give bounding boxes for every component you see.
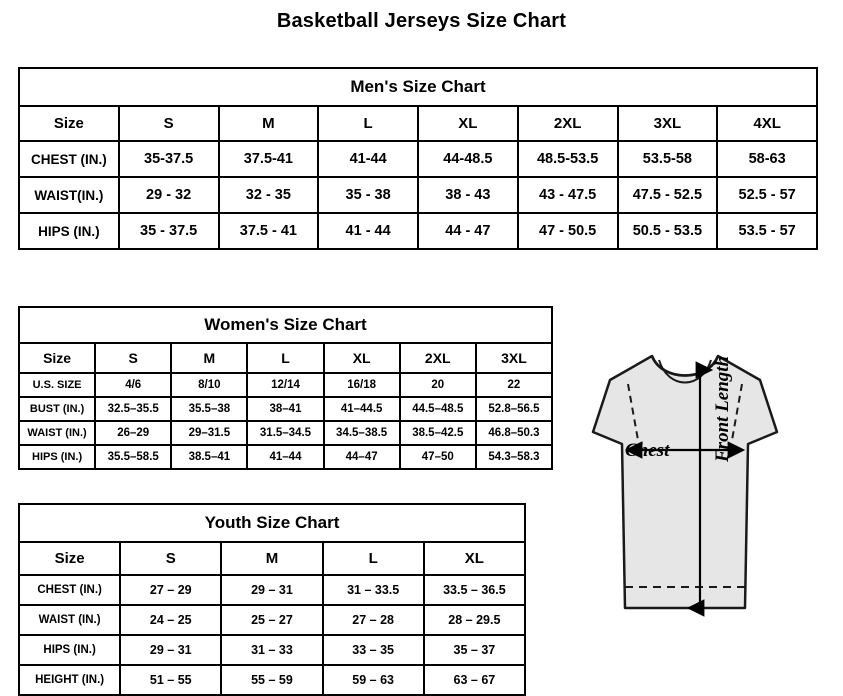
cell-value: 41–44.5: [324, 397, 400, 421]
cell-value: 35 – 37: [424, 635, 525, 665]
mens-size-chart-section: [18, 67, 818, 250]
cell-value: 27 – 29: [120, 575, 221, 605]
column-header: XL: [324, 343, 400, 373]
jersey-measurement-diagram: [540, 340, 835, 660]
table-row: [19, 445, 552, 469]
cell-value: 38 - 43: [418, 177, 518, 213]
table-header-row: [19, 542, 525, 575]
cell-value: 35.5–38: [171, 397, 247, 421]
cell-value: 26–29: [95, 421, 171, 445]
cell-value: 58-63: [717, 141, 817, 177]
table-header-row: [19, 106, 817, 141]
womens-size-table: [18, 306, 553, 470]
cell-value: 52.5 - 57: [717, 177, 817, 213]
column-header: S: [119, 106, 219, 141]
cell-value: 53.5 - 57: [717, 213, 817, 249]
table-row: [19, 397, 552, 421]
mens-table-caption: Men's Size Chart: [19, 68, 817, 106]
cell-value: 25 – 27: [221, 605, 322, 635]
cell-value: 41 - 44: [318, 213, 418, 249]
jersey-shirt-icon: [540, 340, 835, 660]
column-header: 4XL: [717, 106, 817, 141]
cell-value: 46.8–50.3: [476, 421, 552, 445]
table-row: [19, 141, 817, 177]
column-header: 2XL: [518, 106, 618, 141]
cell-value: 24 – 25: [120, 605, 221, 635]
row-label: WAIST(IN.): [19, 177, 119, 213]
cell-value: 38.5–41: [171, 445, 247, 469]
cell-value: 32 - 35: [219, 177, 319, 213]
row-label: WAIST (IN.): [19, 605, 120, 635]
table-row: [19, 665, 525, 695]
cell-value: 27 – 28: [323, 605, 424, 635]
cell-value: 35-37.5: [119, 141, 219, 177]
front-length-measurement-label: Front Length: [712, 355, 733, 462]
chest-measurement-label: Chest: [625, 440, 670, 461]
cell-value: 38–41: [247, 397, 323, 421]
row-label: HIPS (IN.): [19, 635, 120, 665]
row-label: BUST (IN.): [19, 397, 95, 421]
cell-value: 43 - 47.5: [518, 177, 618, 213]
cell-value: 44.5–48.5: [400, 397, 476, 421]
row-label: CHEST (IN.): [19, 141, 119, 177]
cell-value: 29 – 31: [120, 635, 221, 665]
column-header: M: [221, 542, 322, 575]
cell-value: 48.5-53.5: [518, 141, 618, 177]
womens-table-caption: Women's Size Chart: [19, 307, 552, 343]
cell-value: 53.5-58: [618, 141, 718, 177]
table-row: [19, 177, 817, 213]
table-row: [19, 421, 552, 445]
cell-value: 38.5–42.5: [400, 421, 476, 445]
table-row: [19, 635, 525, 665]
cell-value: 29–31.5: [171, 421, 247, 445]
column-header: M: [171, 343, 247, 373]
womens-size-chart-section: [18, 306, 553, 470]
column-header: 3XL: [476, 343, 552, 373]
column-header: XL: [424, 542, 525, 575]
row-label: U.S. SIZE: [19, 373, 95, 397]
cell-value: 50.5 - 53.5: [618, 213, 718, 249]
column-header: S: [120, 542, 221, 575]
table-caption-row: [19, 307, 552, 343]
table-row: [19, 373, 552, 397]
row-label: HEIGHT (IN.): [19, 665, 120, 695]
table-row: [19, 575, 525, 605]
cell-value: 33 – 35: [323, 635, 424, 665]
cell-value: 44–47: [324, 445, 400, 469]
cell-value: 47.5 - 52.5: [618, 177, 718, 213]
youth-size-chart-section: [18, 503, 526, 696]
youth-size-table: [18, 503, 526, 696]
column-header: L: [323, 542, 424, 575]
cell-value: 44 - 47: [418, 213, 518, 249]
cell-value: 4/6: [95, 373, 171, 397]
mens-size-table: [18, 67, 818, 250]
cell-value: 29 - 32: [119, 177, 219, 213]
column-header: L: [247, 343, 323, 373]
cell-value: 41-44: [318, 141, 418, 177]
column-header: 3XL: [618, 106, 718, 141]
cell-value: 31.5–34.5: [247, 421, 323, 445]
cell-value: 20: [400, 373, 476, 397]
table-row: [19, 605, 525, 635]
cell-value: 51 – 55: [120, 665, 221, 695]
cell-value: 63 – 67: [424, 665, 525, 695]
cell-value: 52.8–56.5: [476, 397, 552, 421]
column-header: 2XL: [400, 343, 476, 373]
column-header: S: [95, 343, 171, 373]
cell-value: 32.5–35.5: [95, 397, 171, 421]
page-title: Basketball Jerseys Size Chart: [276, 10, 567, 32]
column-header: M: [219, 106, 319, 141]
column-header: Size: [19, 106, 119, 141]
cell-value: 33.5 – 36.5: [424, 575, 525, 605]
cell-value: 37.5-41: [219, 141, 319, 177]
cell-value: 8/10: [171, 373, 247, 397]
cell-value: 37.5 - 41: [219, 213, 319, 249]
cell-value: 16/18: [324, 373, 400, 397]
row-label: WAIST (IN.): [19, 421, 95, 445]
cell-value: 54.3–58.3: [476, 445, 552, 469]
cell-value: 41–44: [247, 445, 323, 469]
row-label: HIPS (IN.): [19, 213, 119, 249]
cell-value: 29 – 31: [221, 575, 322, 605]
table-caption-row: [19, 68, 817, 106]
table-caption-row: [19, 504, 525, 542]
column-header: L: [318, 106, 418, 141]
row-label: CHEST (IN.): [19, 575, 120, 605]
column-header: Size: [19, 343, 95, 373]
cell-value: 28 – 29.5: [424, 605, 525, 635]
table-row: [19, 213, 817, 249]
cell-value: 55 – 59: [221, 665, 322, 695]
cell-value: 12/14: [247, 373, 323, 397]
cell-value: 44-48.5: [418, 141, 518, 177]
cell-value: 31 – 33.5: [323, 575, 424, 605]
cell-value: 35.5–58.5: [95, 445, 171, 469]
table-header-row: [19, 343, 552, 373]
cell-value: 35 - 37.5: [119, 213, 219, 249]
youth-table-caption: Youth Size Chart: [19, 504, 525, 542]
cell-value: 31 – 33: [221, 635, 322, 665]
cell-value: 22: [476, 373, 552, 397]
cell-value: 34.5–38.5: [324, 421, 400, 445]
column-header: XL: [418, 106, 518, 141]
cell-value: 59 – 63: [323, 665, 424, 695]
row-label: HIPS (IN.): [19, 445, 95, 469]
column-header: Size: [19, 542, 120, 575]
cell-value: 35 - 38: [318, 177, 418, 213]
cell-value: 47 - 50.5: [518, 213, 618, 249]
cell-value: 47–50: [400, 445, 476, 469]
